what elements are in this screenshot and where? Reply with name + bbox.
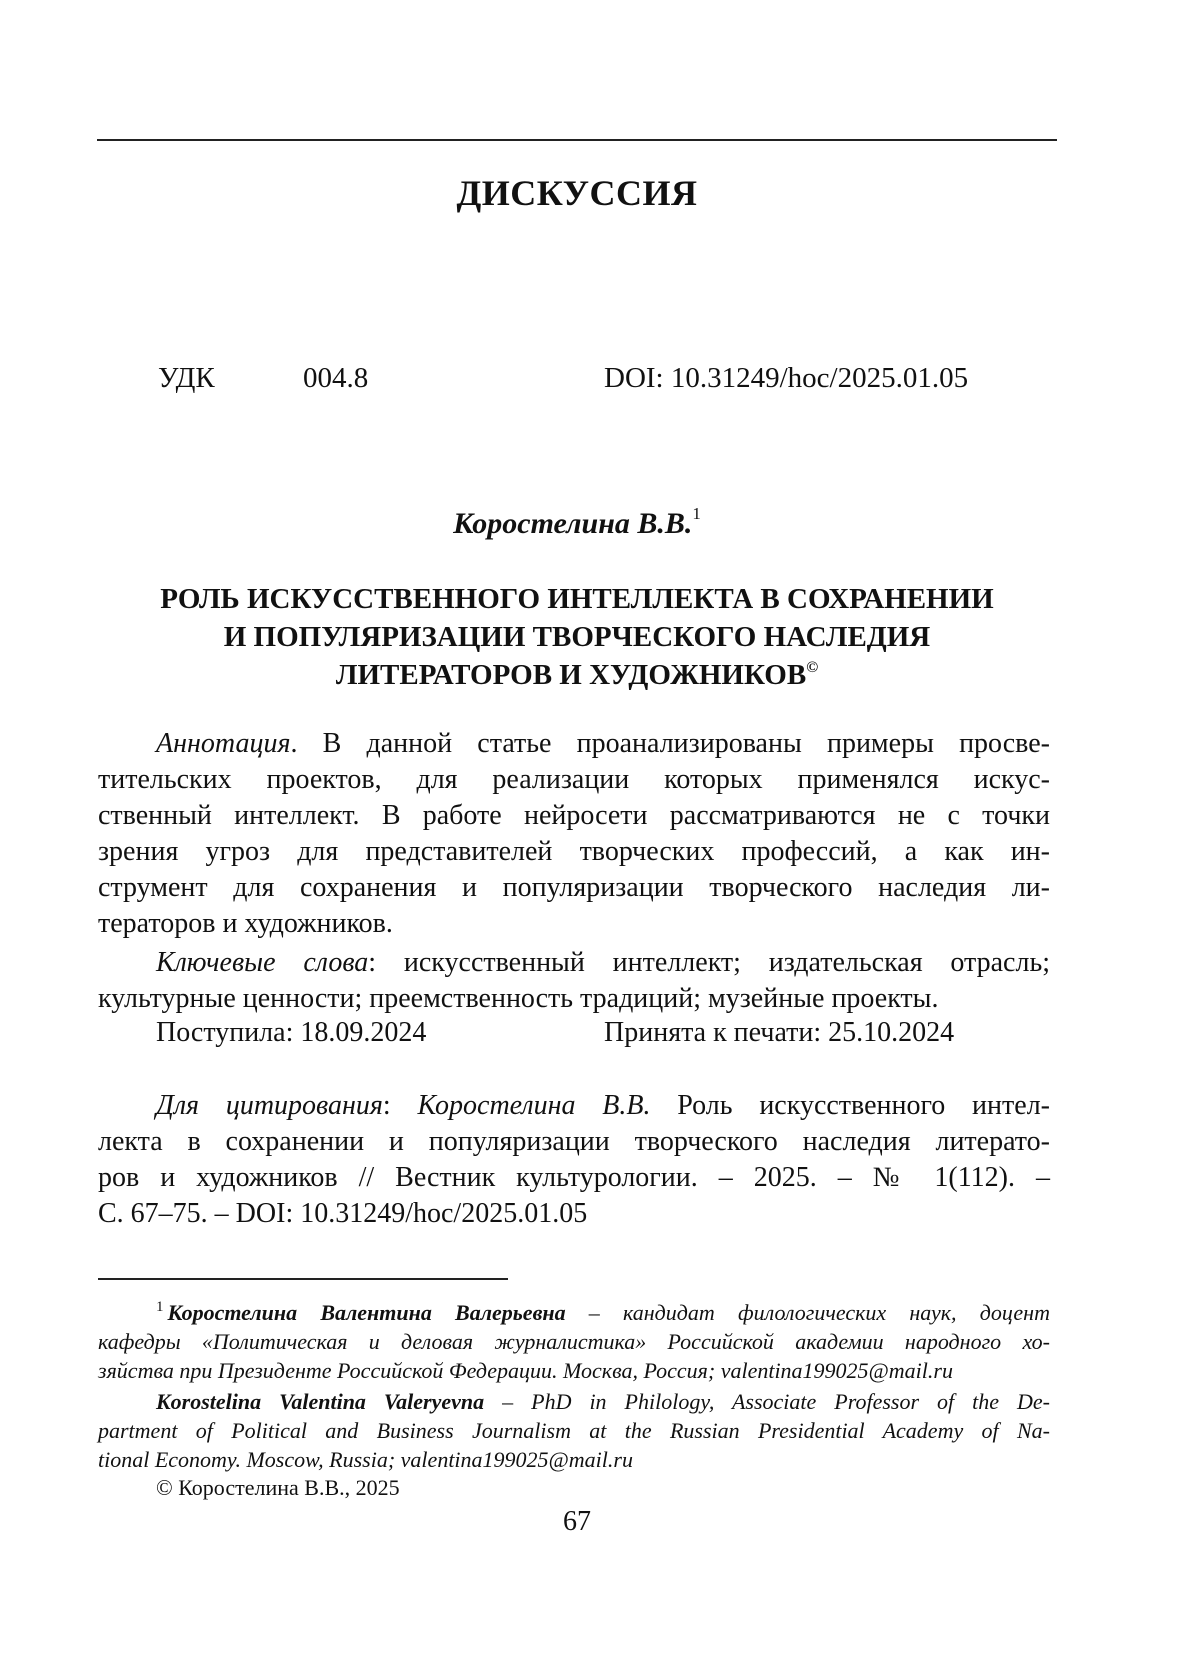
keywords-line-text: : искусственный интеллект; издательская отрасль;	[368, 947, 1050, 978]
citation-line: ров и художников // Вестник культурологии. – 2025. – № 1(112). –	[98, 1162, 1050, 1193]
abstract-line: тительских проектов, для реализации которых применялся искус-	[98, 764, 1050, 795]
citation	[98, 1088, 1050, 1232]
author-name	[97, 504, 1057, 541]
article-title-line	[97, 656, 1057, 694]
abstract-label: Аннотация	[156, 728, 291, 759]
abstract	[98, 726, 1050, 942]
abstract-line: тераторов и художников.	[98, 908, 393, 939]
abstract-line: ственный интеллект. В работе нейросети рассматриваются не с точки	[98, 800, 1050, 831]
citation-line: лекта в сохранении и популяризации творческого наследия литерато-	[98, 1126, 1050, 1157]
footnote-ru	[98, 1298, 1050, 1385]
header-rule	[97, 139, 1057, 141]
citation-line	[98, 1088, 1050, 1124]
udk-value: 004.8	[303, 362, 369, 394]
accepted-date: Принята к печати: 25.10.2024	[604, 1017, 955, 1048]
footnote-line: partment of Political and Business Journalism at the Russian Presidential Academy of Na-	[98, 1418, 1050, 1443]
footnote-line: кафедры «Политическая и деловая журналистика» Российской академии народного хо-	[98, 1329, 1050, 1354]
keywords-line: культурные ценности; преемственность традиций; музейные проекты.	[98, 983, 939, 1014]
footnote-ru-name: Коростелина Валентина Валерьевна	[167, 1300, 566, 1325]
footnote-line-text: – кандидат филологических наук, доцент	[565, 1300, 1050, 1325]
citation-label: Для цитирования	[156, 1090, 383, 1121]
footnote-line	[98, 1387, 1050, 1416]
footnote-line: зяйства при Президенте Российской Федерации. Москва, Россия; valentina199025@mail.ru	[98, 1358, 953, 1383]
author-footnote-mark: 1	[692, 504, 701, 523]
received-date: Поступила: 18.09.2024	[156, 1017, 427, 1048]
footnote-rule	[98, 1278, 508, 1280]
page-number: 67	[563, 1506, 591, 1537]
abstract-line	[98, 726, 1050, 762]
abstract-line: струмент для сохранения и популяризации творческого наследия ли-	[98, 872, 1050, 903]
abstract-line: зрения угроз для представителей творческих профессий, а как ин-	[98, 836, 1050, 867]
footnote-line	[98, 1298, 1050, 1327]
keywords-line	[98, 945, 1050, 981]
copyright-notice: © Коростелина В.В., 2025	[156, 1475, 400, 1500]
article-title-line: РОЛЬ ИСКУССТВЕННОГО ИНТЕЛЛЕКТА В СОХРАНЕНИИ	[160, 583, 994, 615]
doi: DOI: 10.31249/hoc/2025.01.05	[604, 362, 969, 394]
abstract-line-text: . В данной статье проанализированы примеры просве-	[290, 728, 1050, 759]
keywords-label: Ключевые слова	[156, 947, 369, 978]
citation-line: С. 67–75. – DOI: 10.31249/hoc/2025.01.05	[98, 1198, 588, 1229]
footnote-mark: 1	[156, 1299, 164, 1315]
footnote-en	[98, 1387, 1050, 1474]
article-title-line-text: ЛИТЕРАТОРОВ И ХУДОЖНИКОВ	[335, 659, 807, 691]
article-title-line: И ПОПУЛЯРИЗАЦИИ ТВОРЧЕСКОГО НАСЛЕДИЯ	[223, 621, 931, 653]
keywords	[98, 945, 1050, 1017]
citation-line-text: Роль искусственного интел-	[650, 1090, 1050, 1121]
author-name-text: Коростелина В.В.	[453, 507, 693, 540]
footnote-line: tional Economy. Moscow, Russia; valentina199025@mail.ru	[98, 1447, 633, 1472]
section-title: ДИСКУССИЯ	[456, 173, 698, 213]
citation-separator: :	[382, 1090, 418, 1121]
citation-author: Коростелина В.В.	[417, 1090, 651, 1121]
copyright-mark: ©	[806, 659, 819, 676]
udk-label: УДК	[158, 362, 215, 394]
article-title	[97, 580, 1057, 694]
footnote-en-name: Korostelina Valentina Valeryevna	[156, 1389, 485, 1414]
footnote-line-text: – PhD in Philology, Associate Professor of the De-	[484, 1389, 1050, 1414]
